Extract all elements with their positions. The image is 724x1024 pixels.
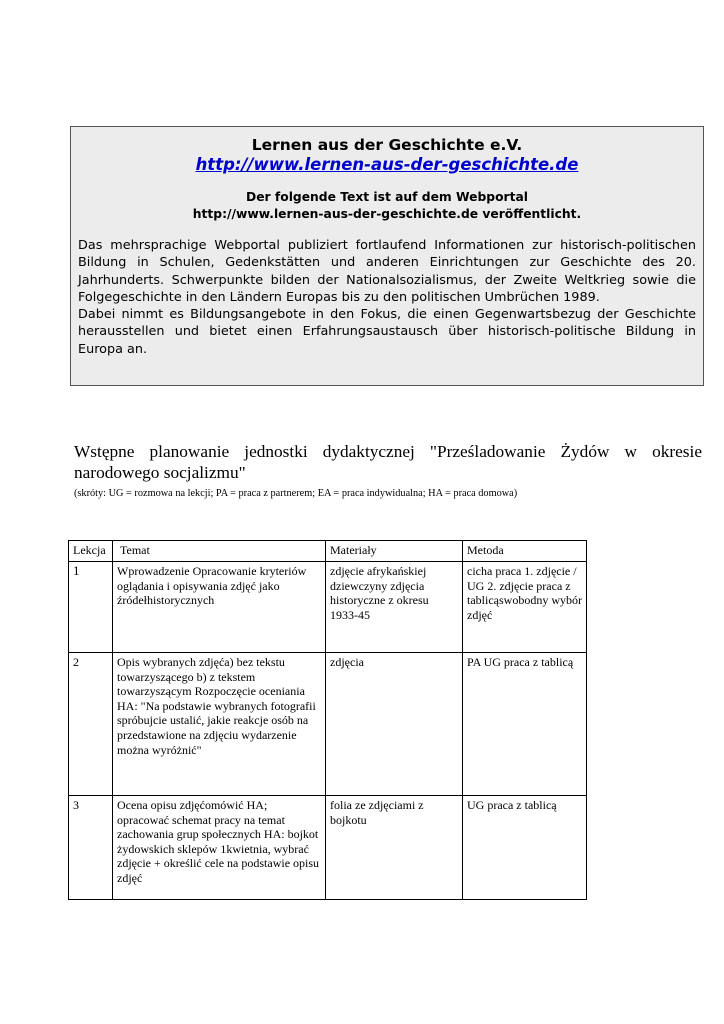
organization-name: Lernen aus der Geschichte e.V.	[251, 136, 523, 154]
lesson-method: UG praca z tablicą	[463, 796, 587, 900]
table-header-row	[69, 541, 587, 562]
lesson-topic: Opis wybranych zdjęća) bez tekstu towarzyszącego b) z tekstem towarzyszącym Rozpoczęcie oceniania HA: "Na podstawie wybranych fotografii spróbujcie ustalić, jakie reakcje osób na przedstawione na zdjęciu wydarzenie można wyróżnić"	[113, 653, 326, 796]
header-method: Metoda	[463, 541, 587, 562]
table-row	[69, 796, 587, 900]
lesson-method: cicha praca 1. zdjęcie / UG 2. zdjęcie praca z tablicąswobodny wybór zdjęć	[463, 562, 587, 653]
header-materials: Materiały	[326, 541, 463, 562]
lesson-number: 1	[69, 562, 113, 653]
source-notice-box	[70, 126, 704, 386]
lesson-plan-table	[68, 540, 587, 900]
lesson-method: PA UG praca z tablicą	[463, 653, 587, 796]
lesson-number: 2	[69, 653, 113, 796]
lesson-topic: Ocena opisu zdjęćomówić HA; opracować schemat pracy na temat zachowania grup społecznych HA: bojkot żydowskich sklepów 1kwietnia, wybrać zdjęcie + określić cele na podstawie opisu zdjęć	[113, 796, 326, 900]
lesson-topic: Wprowadzenie Opracowanie kryteriów oglądania i opisywania zdjęć jako źródełhistorycznych	[113, 562, 326, 653]
lesson-materials: zdjęcie afrykańskiej dziewczyny zdjęcia historyczne z okresu 1933-45	[326, 562, 463, 653]
organization-url-link[interactable]: http://www.lernen-aus-der-geschichte.de	[195, 155, 579, 174]
portal-description	[77, 237, 697, 358]
publication-notice-line1: Der folgende Text ist auf dem Webportal	[246, 190, 528, 204]
lesson-materials: zdjęcia	[326, 653, 463, 796]
header-topic	[113, 541, 326, 562]
header-lesson: Lekcja	[69, 541, 113, 562]
document-title: Wstępne planowanie jednostki dydaktycznej "Prześladowanie Żydów w okresie narodowego socjalizmu"	[74, 442, 702, 482]
table-row	[69, 562, 587, 653]
portal-description-paragraph-1: Das mehrsprachige Webportal publiziert fortlaufend Informationen zur historisch-politischen Bildung in Schulen, Gedenkstätten und anderen Einrichtungen zur Geschichte des 20. Jahrhunderts. Schwerpunkte bilden der Nationalsozialismus, der Zweite Weltkrieg sowie die Folgegeschichte in den Ländern Europas bis zu den politischen Umbrüchen 1989.	[78, 238, 696, 305]
abbreviations-note: (skróty: UG = rozmowa na lekcji; PA = praca z partnerem; EA = praca indywidualna; HA = praca domowa)	[74, 488, 518, 499]
lesson-number: 3	[69, 796, 113, 900]
lesson-materials: folia ze zdjęciami z bojkotu	[326, 796, 463, 900]
table-row	[69, 653, 587, 796]
portal-description-paragraph-2: Dabei nimmt es Bildungsangebote in den Fokus, die einen Gegenwartsbezug der Geschichte herausstellen und bietet einen Erfahrungsaustausch über historisch-politische Bildung in Europa an.	[78, 307, 696, 357]
publication-notice-line2: http://www.lernen-aus-der-geschichte.de veröffentlicht.	[192, 207, 582, 221]
header-topic-label: Temat	[120, 543, 150, 557]
